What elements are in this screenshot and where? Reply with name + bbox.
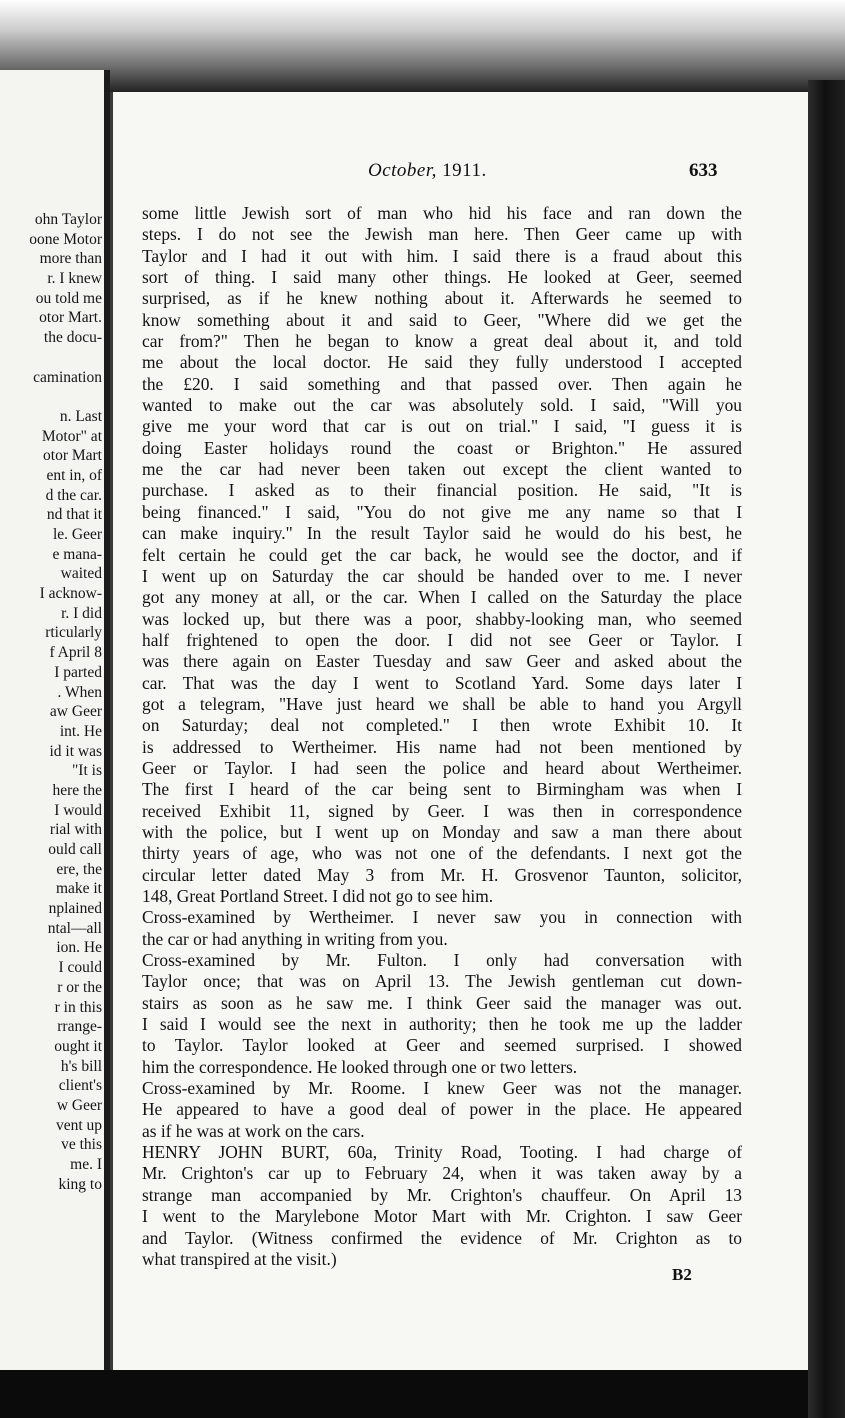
left-page-line: I could [58, 959, 102, 977]
body-line: steps. I do not see the Jewish man here. Then Geer came up with [142, 224, 742, 245]
left-page-line: otor Mart. [39, 309, 102, 327]
body-line: stairs as soon as he saw me. I think Geer said the manager was out. [142, 992, 742, 1013]
body-line: car. That was the day I went to Scotland Yard. Some days later I [142, 672, 742, 693]
body-line: surprised, as if he knew nothing about it. Afterwards he seemed to [142, 288, 742, 309]
body-line: 148, Great Portland Street. I did not go to see him. [142, 886, 494, 906]
body-line: received Exhibit 11, signed by Geer. I was then in correspondence [142, 800, 742, 821]
running-head-year: 1911. [442, 160, 487, 181]
left-page-line: id it was [49, 742, 102, 760]
running-head [368, 160, 487, 182]
left-page-line: ion. He [56, 939, 102, 957]
left-page [0, 70, 110, 1370]
left-page-line: I parted [54, 663, 102, 681]
body-line: can make inquiry." In the result Taylor said he would do his best, he [142, 523, 742, 544]
left-page-line: the docu- [43, 329, 102, 347]
running-head-month: October, [368, 160, 437, 181]
left-page-line: ere, the [56, 860, 102, 878]
body-line: give me your word that car is out on trial." I said, "I guess it is [142, 416, 742, 437]
body-line: purchase. I asked as to their financial position. He said, "It is [142, 480, 742, 501]
left-page-line: r in this [54, 998, 102, 1016]
body-line: sort of thing. I said many other things. He looked at Geer, seemed [142, 267, 742, 288]
left-page-line: camination [33, 368, 102, 386]
left-page-line: . When [57, 683, 102, 701]
left-page-line: nd that it [46, 506, 102, 524]
left-page-line: I acknow- [39, 585, 102, 603]
body-line: Cross-examined by Mr. Fulton. I only had conversation with [142, 950, 742, 971]
left-page-line: ou told me [35, 289, 102, 307]
left-page-line: client's [58, 1077, 102, 1095]
body-line: The first I heard of the car being sent to Birmingham was when I [142, 779, 742, 800]
left-page-line: int. He [59, 722, 102, 740]
left-page-line: r. I knew [47, 270, 102, 288]
left-page-line: e mana- [52, 545, 102, 563]
left-page-line: ent in, of [46, 466, 102, 484]
left-page-line: ought it [54, 1037, 102, 1055]
body-line: Mr. Crighton's car up to February 24, when it was taken away by a [142, 1163, 742, 1184]
left-page-line: ohn Taylor [34, 211, 102, 228]
left-page-line: r. I did [61, 604, 102, 622]
body-line: got any money at all, or the car. When I called on the Saturday the place [142, 587, 742, 608]
left-page-line: w Geer [56, 1096, 102, 1114]
left-page-line: "It is [71, 762, 102, 780]
scan-top-shadow [0, 0, 845, 95]
body-line: me about the local doctor. He said they fully understood I accepted [142, 352, 742, 373]
body-line: I said I would see the next in authority; then he took me up the ladder [142, 1014, 742, 1035]
body-line: HENRY JOHN BURT, 60a, Trinity Road, Tooting. I had charge of [142, 1142, 742, 1163]
left-page-line: ve this [61, 1136, 102, 1154]
left-page-text [0, 210, 102, 1194]
body-line: He appeared to have a good deal of power in the place. He appeared [142, 1099, 742, 1120]
body-line: I went up on Saturday the car should be handed over to me. I never [142, 565, 742, 586]
book-edge [808, 80, 845, 1418]
left-page-line: more than [39, 250, 102, 268]
body-line: was locked up, but there was a poor, shabby-looking man, who seemed [142, 608, 742, 629]
body-line: Geer or Taylor. I had seen the police and heard about Wertheimer. [142, 757, 742, 778]
body-line: Cross-examined by Mr. Roome. I knew Geer was not the manager. [142, 1078, 742, 1099]
left-page-line: king to [58, 1175, 102, 1193]
left-page-line: oone Motor [29, 230, 102, 248]
left-page-line: nplained [48, 900, 102, 918]
body-line: some little Jewish sort of man who hid his face and ran down the [142, 203, 742, 223]
left-page-line: d the car. [45, 486, 102, 504]
left-page-line: r or the [57, 978, 102, 996]
left-page-line: aw Geer [49, 703, 102, 721]
signature-mark: B2 [672, 1265, 692, 1284]
page-number: 633 [689, 160, 718, 181]
left-page-line: h's bill [60, 1057, 102, 1075]
body-line: doing Easter holidays round the coast or Brighton." He assured [142, 437, 742, 458]
left-page-line: otor Mart [43, 447, 102, 465]
body-line: is addressed to Wertheimer. His name had not been mentioned by [142, 736, 742, 757]
body-line: I went to the Marylebone Motor Mart with Mr. Crighton. I saw Geer [142, 1206, 742, 1227]
left-page-line: here the [52, 781, 102, 799]
left-page-line: ntal—all [47, 919, 102, 937]
body-line: to Taylor. Taylor looked at Geer and seemed surprised. I showed [142, 1035, 742, 1056]
body-line: strange man accompanied by Mr. Crighton's chauffeur. On April 13 [142, 1184, 742, 1205]
body-line: Taylor and I had it out with him. I said there is a fraud about this [142, 245, 742, 266]
body-line: half frightened to open the door. I did not see Geer or Taylor. I [142, 629, 742, 650]
body-text [142, 203, 742, 1270]
body-line: as if he was at work on the cars. [142, 1120, 365, 1141]
left-page-line: n. Last [59, 407, 102, 425]
body-line: on Saturday; deal not completed." I then wrote Exhibit 10. It [142, 715, 742, 736]
left-page-line: Motor" at [41, 427, 102, 445]
body-line: Cross-examined by Wertheimer. I never saw you in connection with [142, 907, 742, 928]
left-page-line [0, 348, 102, 368]
left-page-line: f April 8 [49, 644, 102, 662]
body-line: wanted to make out the car was absolutely sold. I said, "Will you [142, 395, 742, 416]
body-line: car from?" Then he began to know a great deal about it, and told [142, 331, 742, 352]
body-line: and Taylor. (Witness confirmed the evidence of Mr. Crighton as to [142, 1227, 742, 1248]
left-page-line: rial with [49, 821, 102, 839]
body-line: me the car had never been taken out except the client wanted to [142, 459, 742, 480]
left-page-line: waited [60, 565, 102, 583]
body-line: the car or had anything in writing from you. [142, 928, 448, 949]
body-line: was there again on Easter Tuesday and saw Geer and asked about the [142, 651, 742, 672]
left-page-line: me. I [70, 1156, 102, 1173]
left-page-line: le. Geer [52, 526, 102, 543]
body-line: with the police, but I went up on Monday and saw a man there about [142, 821, 742, 842]
left-page-line: ould call [48, 841, 102, 858]
left-page-line [0, 387, 102, 407]
body-line: being financed." I said, "You do not give me any name so that I [142, 501, 742, 522]
body-line: circular letter dated May 3 from Mr. H. Grosvenor Taunton, solicitor, [142, 864, 742, 885]
body-line: the £20. I said something and that passed over. Then again he [142, 373, 742, 394]
body-line: what transpired at the visit.) [142, 1248, 337, 1269]
body-line: Taylor once; that was on April 13. The Jewish gentleman cut down- [142, 971, 742, 992]
left-page-line: rticularly [45, 624, 102, 642]
left-page-line: vent up [55, 1116, 102, 1134]
body-line: know something about it and said to Geer, "Where did we get the [142, 309, 742, 330]
left-page-line: rrange- [57, 1018, 102, 1036]
left-page-line: I would [54, 801, 102, 819]
left-page-line: make it [55, 880, 102, 898]
body-line: him the correspondence. He looked through one or two letters. [142, 1056, 578, 1077]
body-line: felt certain he could get the car back, he would see the doctor, and if [142, 544, 742, 565]
page-header [110, 160, 810, 190]
body-line: got a telegram, "Have just heard we shall be able to hand you Argyll [142, 693, 742, 714]
body-line: thirty years of age, who was not one of the defendants. I next got the [142, 843, 742, 864]
